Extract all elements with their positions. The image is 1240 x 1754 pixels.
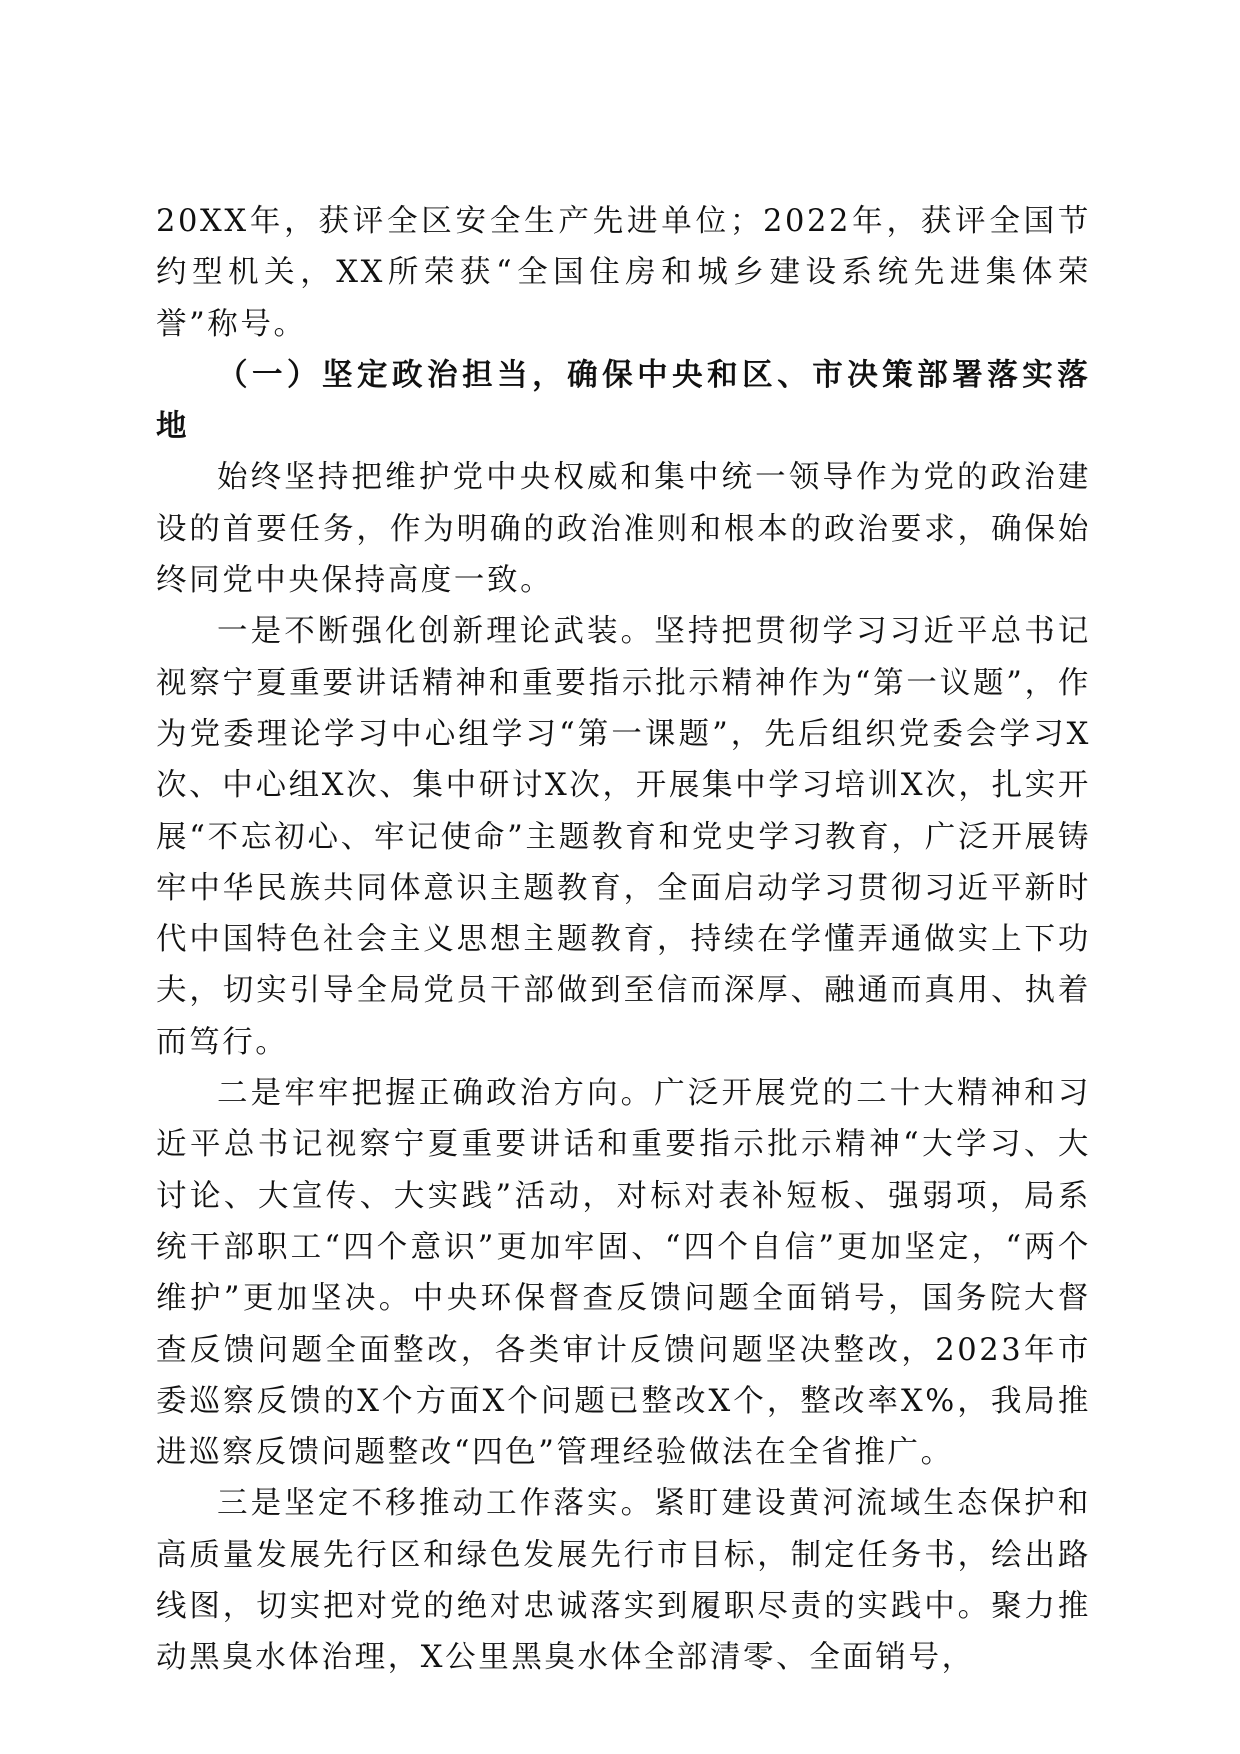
paragraph-intro-continuation: 20XX年，获评全区安全生产先进单位；2022年，获评全国节约型机关，XX所荣获“全国住房和城乡建设系统先进集体荣誉”称号。 <box>156 204 1091 342</box>
paragraph-section-intro: 始终坚持把维护党中央权威和集中统一领导作为党的政治建设的首要任务，作为明确的政治准则和根本的政治要求，确保始终同党中央保持高度一致。 <box>156 460 1091 599</box>
paragraph-point-3: 三是坚定不移推动工作落实。紧盯建设黄河流域生态保护和高质量发展先行区和绿色发展先行市目标，制定任务书，绘出路线图，切实把对党的绝对忠诚落实到履职尽责的实践中。聚力推动黑臭水体治理，X公里黑臭水体全部清零、全面销号， <box>156 1486 1091 1676</box>
paragraph-point-1: 一是不断强化创新理论武装。坚持把贯彻学习习近平总书记视察宁夏重要讲话精神和重要指示批示精神作为“第一议题”，作为党委理论学习中心组学习“第一课题”，先后组织党委会学习X次、中心组X次、集中研讨X次，开展集中学习培训X次，扎实开展“不忘初心、牢记使命”主题教育和党史学习教育，广泛开展铸牢中华民族共同体意识主题教育，全面启动学习贯彻习近平新时代中国特色社会主义思想主题教育，持续在学懂弄通做实上下功夫，切实引导全局党员干部做到至信而深厚、融通而真用、执着而笃行。 <box>156 614 1091 1060</box>
document-body <box>156 196 1091 1684</box>
paragraph-point-2: 二是牢牢把握正确政治方向。广泛开展党的二十大精神和习近平总书记视察宁夏重要讲话和重要指示批示精神“大学习、大讨论、大宣传、大实践”活动，对标对表补短板、强弱项，局系统干部职工“四个意识”更加牢固、“四个自信”更加坚定，“两个维护”更加坚决。中央环保督查反馈问题全面销号，国务院大督查反馈问题全面整改，各类审计反馈问题坚决整改，2023年市委巡察反馈的X个方面X个问题已整改X个，整改率X%，我局推进巡察反馈问题整改“四色”管理经验做法在全省推广。 <box>156 1076 1091 1471</box>
section-heading: （一）坚定政治担当，确保中央和区、市决策部署落实落地 <box>156 356 1091 445</box>
